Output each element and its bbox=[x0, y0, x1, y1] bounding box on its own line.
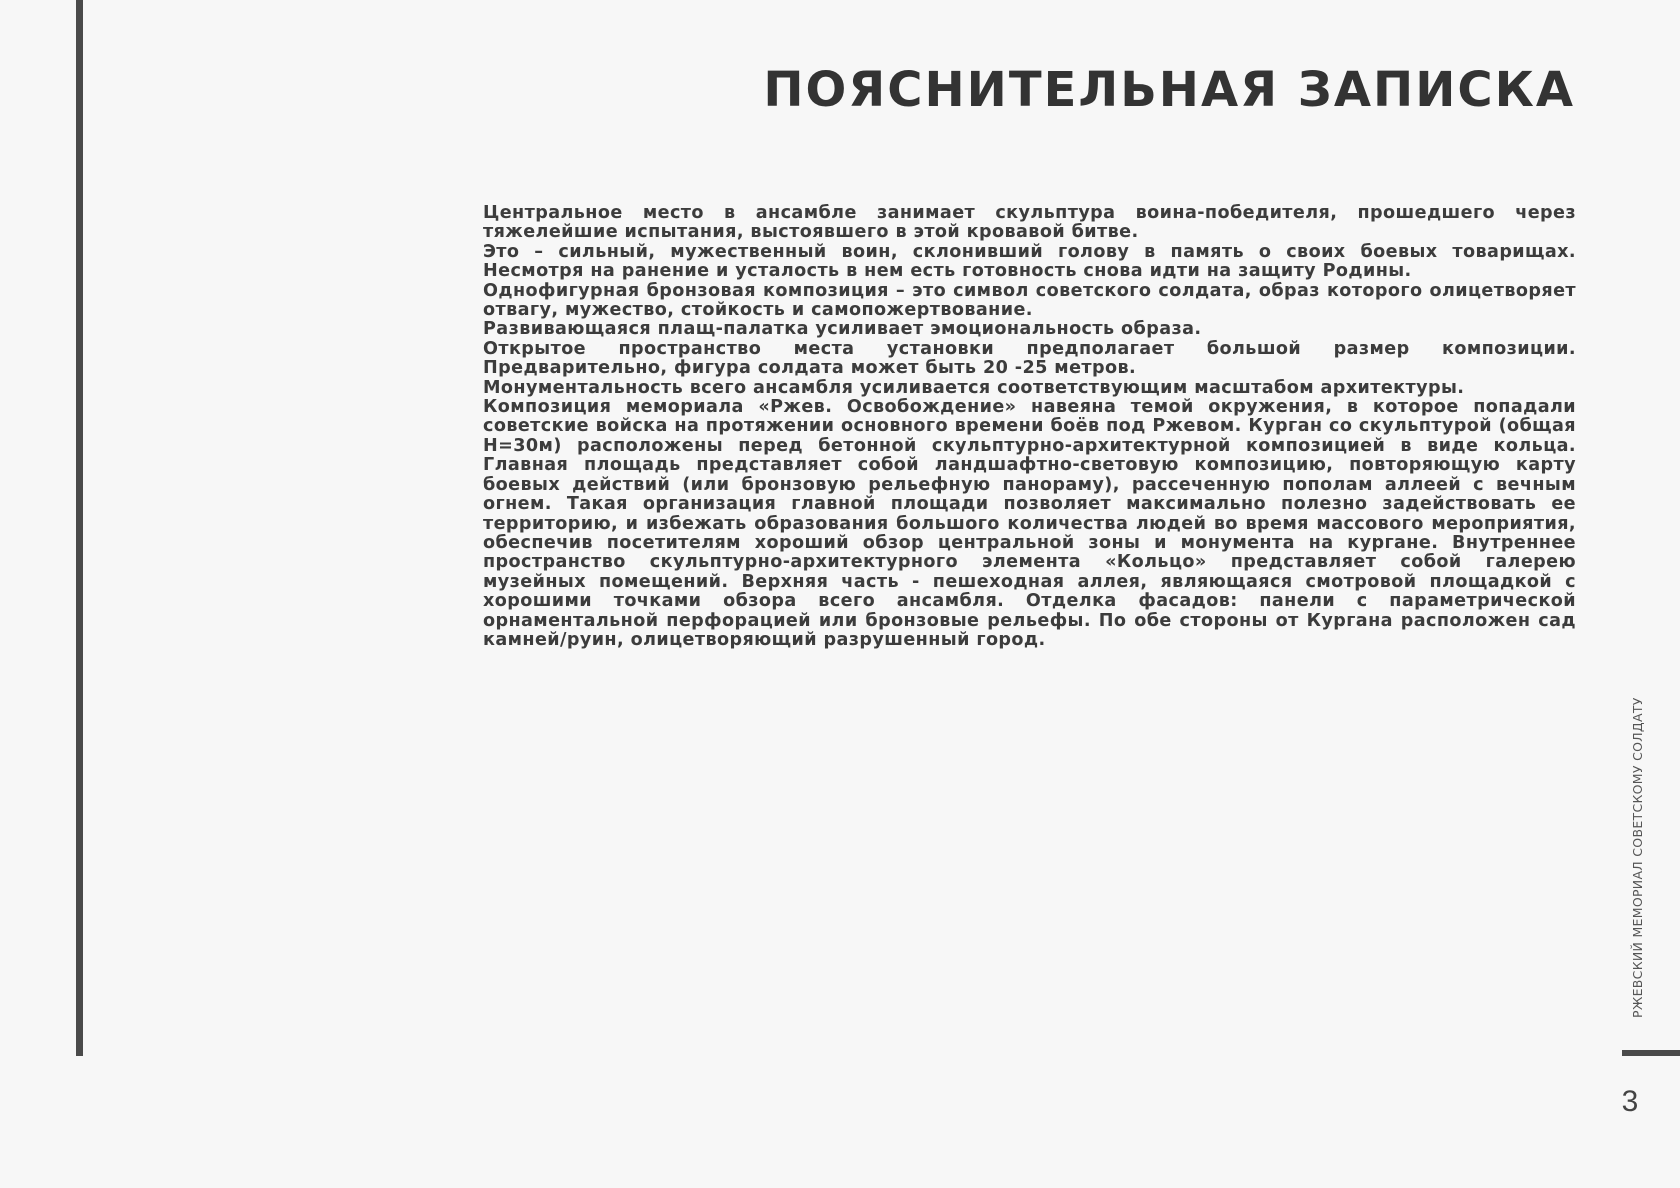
page-title: ПОЯСНИТЕЛЬНАЯ ЗАПИСКА bbox=[763, 62, 1575, 118]
side-caption: РЖЕВСКИЙ МЕМОРИАЛ СОВЕТСКОМУ СОЛДАТУ bbox=[1630, 697, 1645, 1018]
paragraph: Монументальность всего ансамбля усиливается соответствующим масштабом архитектуры. bbox=[483, 377, 1465, 398]
paragraph: Открытое пространство места установки предполагает большой размер композиции. Предварительно, фигура солдата может быть 20 -25 метров. bbox=[483, 338, 1576, 379]
left-vertical-rule bbox=[76, 0, 83, 1056]
paragraph: Это – сильный, мужественный воин, склонивший голову в память о своих боевых товарищах. Несмотря на ранение и усталость в нем есть готовность снова идти на защиту Родины. bbox=[483, 241, 1576, 282]
paragraph: Однофигурная бронзовая композиция – это символ советского солдата, образ которого олицетворяет отвагу, мужество, стойкость и самопожертвование. bbox=[483, 280, 1576, 321]
right-horizontal-rule bbox=[1622, 1050, 1680, 1056]
page-number: 3 bbox=[1621, 1085, 1639, 1118]
explanatory-note-text bbox=[483, 204, 1576, 650]
paragraph: Центральное место в ансамбле занимает скульптура воина-победителя, прошедшего через тяжелейшие испытания, выстоявшего в этой кровавой битве. bbox=[483, 203, 1576, 243]
paragraph: Развивающаяся плащ-палатка усиливает эмоциональность образа. bbox=[483, 319, 1202, 340]
paragraph: Композиция мемориала «Ржев. Освобождение» навеяна темой окружения, в которое попадали советские войска на протяжении основного времени боёв под Ржевом. Курган со скульптурой (общая H=30м) расположены перед бетонной скульптурно-архитектурной композицией в виде кольца. Главная площадь представляет собой ландшафтно-световую композицию, повторяющую карту боевых действий (или бронзовую рельефную панораму), рассеченную пополам аллеей с вечным огнем. Такая организация главной площади позволяет максимально полезно задействовать ее территорию, и избежать образования большого количества людей во время массового мероприятия, обеспечив посетителям хороший обзор центральной зоны и монумента на кургане. Внутреннее пространство скульптурно-архитектурного элемента «Кольцо» представляет собой галерею музейных помещений. Верхняя часть - пешеходная аллея, являющаяся смотровой площадкой с хорошими точками обзора всего ансамбля. Отделка фасадов: панели с параметрической орнаментальной перфорацией или бронзовые рельефы. По обе стороны от Кургана расположен сад камней/руин, олицетворяющий разрушенный город. bbox=[483, 397, 1576, 650]
